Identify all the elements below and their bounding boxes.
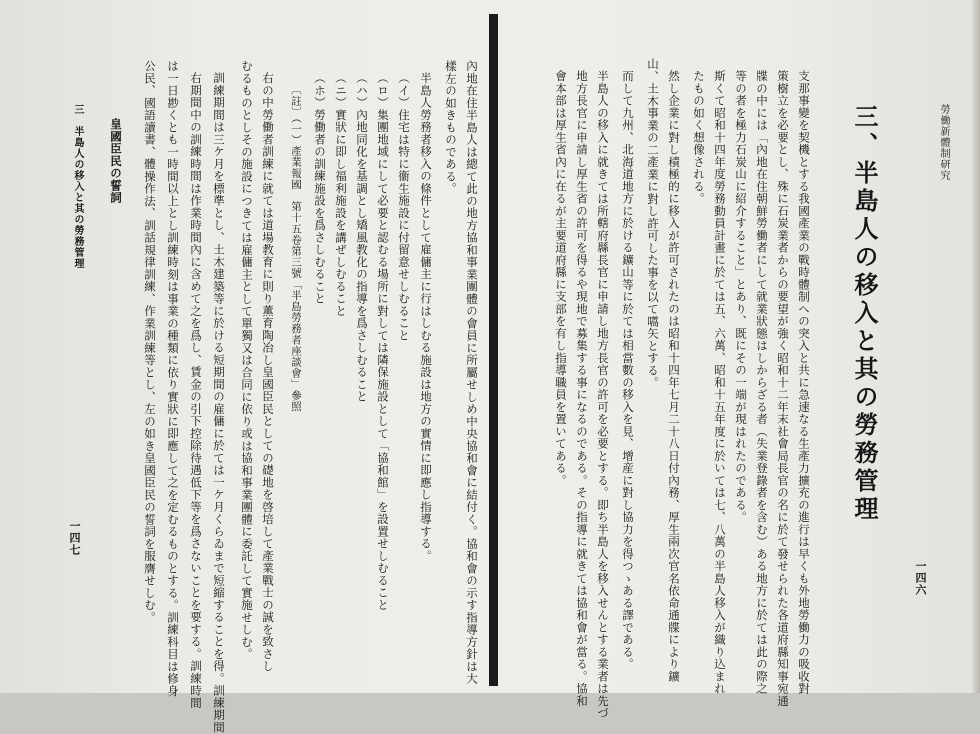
body-line: 支那事變を契機とする我國產業の戰時體制への突入と共に急速なる生產力擴充の進行は早くも外地勞働力の吸收對 bbox=[797, 70, 811, 695]
running-head: 勞働新體制研究 bbox=[938, 104, 949, 181]
body-line: 右期間中の訓練時間は作業時間內に含めて之を爲し、賃金の引下控除待遇低下等を爲さないことを要する。訓練時間 bbox=[189, 72, 203, 709]
body-line: （ニ）實狀に即し福利施設を講ぜしむること bbox=[334, 72, 348, 317]
body-line: 山、土木事業の二產業に對し許可した事を以て嚆矢とする。 bbox=[646, 58, 660, 389]
page-number: 一四六 bbox=[914, 560, 927, 596]
body-line: 策樹立を必要とし、殊に石炭業者からの要望が強く昭和十二年末社會局長官の名に於て發せられた各道府縣知事宛通 bbox=[776, 70, 790, 707]
body-line: 然し企業に對し積極的に移入が許可されたのは昭和十四年七月二十八日付內務、厚生兩次官名依命通牒により鑛 bbox=[667, 70, 681, 683]
body-line: 斯くて昭和十四年度勞務動員計畫に於ては五、六萬、昭和十五年度に於いては七、八萬の半島人移入が織り込まれ bbox=[713, 70, 727, 695]
page-number: 一四七 bbox=[68, 520, 81, 556]
body-line: 地方長官に申請し厚生省の許可を得るや現地で募集する事になるのである。その指導に就きては協和會が當る。協和 bbox=[575, 70, 589, 707]
body-line: は一日尠くとも一時間以上とし訓練時刻は事業の種類に依り實狀に即應して之を定むるものとする。訓練科目は修身 bbox=[166, 60, 180, 697]
body-line: 訓練期間は三ケ月を標準とし、土木建築等に於ける短期間の雇傭に於ては一ケ月くらゐまで短縮することを得。訓練期間 bbox=[212, 72, 226, 734]
body-line: 樣左の如きものである。 bbox=[444, 60, 458, 195]
body-line: 公民、國語讀書、體操作法、訓話規律訓練、作業訓練等とし、左の如き皇國臣民の誓詞を服膺せしむ。 bbox=[143, 60, 157, 624]
body-line: 而して九州、北海道地方に於ける鑛山等に於ては相當數の移入を見、增産に對し協力を得つゝある譯である。 bbox=[621, 70, 635, 671]
body-line: （ホ）勞働者の訓練施設を爲さしむること bbox=[313, 72, 327, 305]
body-line: むるものとしその施設につきては雇傭主として單獨又は合同に依り或は協和事業團體に委託して實施せしむ。 bbox=[240, 60, 254, 661]
body-line: （ハ）內地同化を基調とし矯風教化の指導を爲さしむること bbox=[355, 72, 369, 403]
body-line: （ロ）集團地域にして必要と認むる場所に對しては隣保施設として「協和館」を設置せしむること bbox=[376, 72, 390, 611]
right-page bbox=[498, 0, 980, 720]
body-line: 半島人の移入に就きては所轄府縣長官に申請し地方長官の許可を必要とする。即ち半島人を移入せんとする業者は先づ bbox=[596, 70, 610, 720]
section-title: 三、半島人の移入と其の勞務管理 bbox=[850, 104, 879, 524]
running-head: 三 半島人の移入と其の勞務管理 bbox=[72, 104, 83, 269]
body-line: （イ）住宅は特に衞生施設に付留意せしむること bbox=[397, 72, 411, 342]
left-page bbox=[0, 0, 489, 734]
body-line: 內地在住半島人は總て此の地方協和事業團體の會員に所屬せしめ中央協和會に結付く。協和會の示す指導方針は大 bbox=[465, 60, 479, 685]
body-line: 等の者を極力石炭山に紹介すること」とあり、既にその一端が現はれたのである。 bbox=[734, 70, 748, 524]
body-line: 右の中勞働者訓練に就ては道場教育に則り薫育陶冶し皇國臣民としての礎地を啓培して產業戰士の誠を致さし bbox=[261, 72, 275, 673]
footnote-line: 〔註〕（一）產業報國 第十五卷第三號「半島勞務者座談會」參照 bbox=[290, 84, 302, 412]
body-line: たもの如く想像される。 bbox=[692, 70, 706, 205]
oath-heading: 皇國臣民の誓詞 bbox=[109, 118, 123, 204]
body-line: 會本部は厚生省內に在るが主要道府縣に支部を有し指導職員を置いてある。 bbox=[554, 70, 568, 487]
book-gutter bbox=[489, 14, 498, 686]
body-line: 牒の中には「內地在住朝鮮勞働者にして就業狀態はしからざる者（失業登錄者を含む）ある地方に於ては此の際之 bbox=[755, 70, 769, 695]
body-line: 半島人勞務者移入の條件として雇傭主に行はしむる施設は地方の實情に即應し指導する。 bbox=[419, 72, 433, 562]
